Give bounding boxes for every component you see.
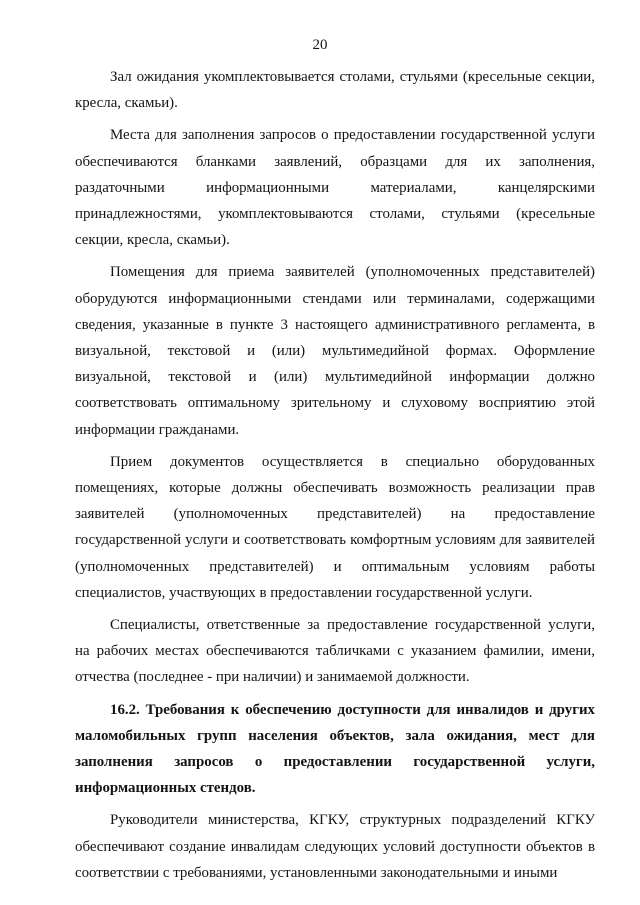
- page-number: 20: [312, 37, 328, 53]
- section-heading-16-2: 16.2. Требования к обеспечению доступности для инвалидов и других маломобильных групп населения объектов, зала ожидания, мест для заполнения запросов о предоставлении государственной услуги, информационных стендов.: [75, 701, 595, 797]
- paragraph-request-places: Места для заполнения запросов о предоставлении государственной услуги обеспечиваются бланками заявлений, образцами для их заполнения, раздаточными информационными материалами, канцелярскими принадлежностями, укомплектовываются столами, стульями (кресельные секции, кресла, скамьи).: [75, 127, 595, 249]
- paragraph-specialists: Специалисты, ответственные за предоставление государственной услуги, на рабочих местах обеспечиваются табличками с указанием фамилии, имени, отчества (последнее - при наличии) и занимаемой должности.: [75, 617, 595, 686]
- paragraph-accessibility-conditions: Руководители министерства, КГКУ, структурных подразделений КГКУ обеспечивают создание инвалидам следующих условий доступности объектов в соответствии с требованиями, установленными законодательными и иными: [75, 812, 595, 881]
- paragraph-document-acceptance: Прием документов осуществляется в специально оборудованных помещениях, которые должны обеспечивать возможность реализации прав заявителей (уполномоченных представителей) на предоставление государственной услуги и соответствовать комфортным условиям для заявителей (уполномоченных представителей) и оптимальным условиям работы специалистов, участвующих в предоставлении государственной услуги.: [75, 453, 595, 601]
- paragraph-reception-rooms: Помещения для приема заявителей (уполномоченных представителей) оборудуются информационными стендами или терминалами, содержащими сведения, указанные в пункте 3 настоящего административного регламента, в визуальной, текстовой и (или) мультимедийной формах. Оформление визуальной, текстовой и (или) мультимедийной информации должно соответствовать оптимальному зрительному и слуховому восприятию этой информации гражданами.: [75, 264, 595, 438]
- document-body: [75, 64, 595, 886]
- paragraph-waiting-hall: Зал ожидания укомплектовывается столами, стульями (кресельные секции, кресла, скамьи).: [75, 69, 595, 112]
